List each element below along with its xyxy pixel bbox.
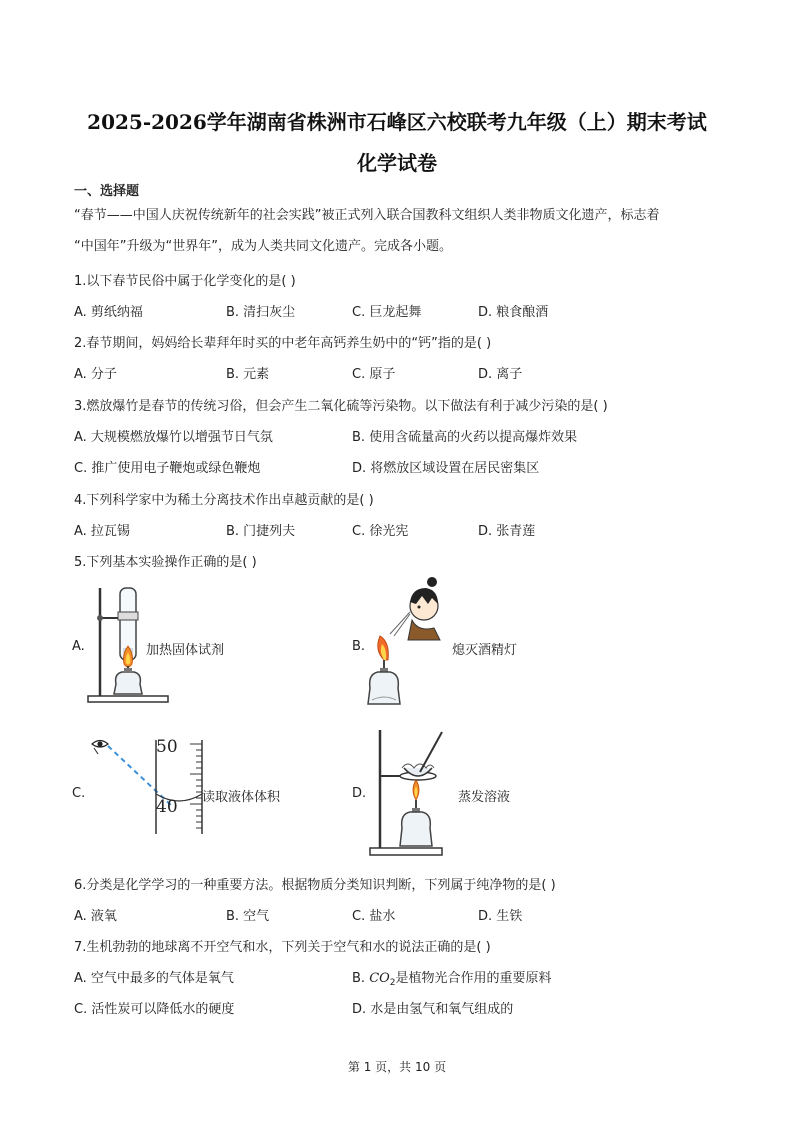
evaporate-solution-figure [366, 728, 448, 860]
co2-subscript: 2 [389, 978, 396, 988]
question-1-stem: 1.以下春节民俗中属于化学变化的是( ) [74, 274, 296, 289]
q5-caption-a: 加热固体试剂 [146, 643, 225, 658]
q7-option-b-text: 是植物光合作用的重要原料 [395, 971, 552, 986]
q7-option-b[interactable] [352, 967, 552, 988]
q1-option-d[interactable]: D. 粮食酿酒 [478, 305, 549, 320]
read-volume-figure [86, 734, 208, 834]
q7-option-c[interactable]: C. 活性炭可以降低水的硬度 [74, 1002, 235, 1017]
q5-option-a[interactable]: A. [72, 639, 85, 654]
section-heading: 一、选择题 [74, 184, 140, 199]
intro-line-2: “中国年”升级为“世界年”，成为人类共同文化遗产。完成各小题。 [74, 239, 452, 254]
cylinder-mark-50: 50 [156, 737, 178, 757]
q6-option-c[interactable]: C. 盐水 [352, 909, 396, 924]
exam-title-line1: 2025-2026学年湖南省株洲市石峰区六校联考九年级（上）期末考试 [87, 110, 707, 134]
q2-option-a[interactable]: A. 分子 [74, 367, 117, 382]
co2-formula: CO [369, 971, 390, 986]
question-3-stem: 3.燃放爆竹是春节的传统习俗，但会产生二氧化硫等污染物。以下做法有利于减少污染的是( ) [74, 399, 608, 414]
q4-option-c[interactable]: C. 徐光宪 [352, 524, 409, 539]
q5-option-c[interactable]: C. [72, 786, 86, 801]
q1-option-c[interactable]: C. 巨龙起舞 [352, 305, 422, 320]
question-7-stem: 7.生机勃勃的地球离不开空气和水，下列关于空气和水的说法正确的是( ) [74, 940, 491, 955]
q7-option-a[interactable]: A. 空气中最多的气体是氧气 [74, 971, 234, 986]
intro-line-1: “春节——中国人庆祝传统新年的社会实践”被正式列入联合国教科文组织人类非物质文化遗产，标志着 [74, 208, 660, 223]
q3-option-b[interactable]: B. 使用含硫量高的火药以提高爆炸效果 [352, 430, 578, 445]
q4-option-b[interactable]: B. 门捷列夫 [226, 524, 296, 539]
question-5-stem: 5.下列基本实验操作正确的是( ) [74, 555, 257, 570]
cylinder-mark-40: 40 [156, 797, 178, 817]
q1-option-a[interactable]: A. 剪纸纳福 [74, 305, 143, 320]
q5-caption-b: 熄灭酒精灯 [452, 643, 518, 658]
q6-option-a[interactable]: A. 液氧 [74, 909, 117, 924]
exam-title-line2: 化学试卷 [357, 151, 437, 175]
q4-option-a[interactable]: A. 拉瓦锡 [74, 524, 130, 539]
q7-option-b-prefix: B. [352, 971, 370, 986]
q5-caption-c: 读取液体体积 [202, 790, 281, 805]
page-footer: 第 1 页，共 10 页 [347, 1060, 447, 1074]
q5-option-d[interactable]: D. [352, 786, 367, 801]
q3-option-d[interactable]: D. 将燃放区域设置在居民密集区 [352, 461, 540, 476]
q3-option-c[interactable]: C. 推广使用电子鞭炮或绿色鞭炮 [74, 461, 261, 476]
q6-option-d[interactable]: D. 生铁 [478, 909, 523, 924]
q5-caption-d: 蒸发溶液 [458, 790, 511, 805]
question-6-stem: 6.分类是化学学习的一种重要方法。根据物质分类知识判断，下列属于纯净物的是( ) [74, 878, 556, 893]
q3-option-a[interactable]: A. 大规模燃放爆竹以增强节日气氛 [74, 430, 273, 445]
q2-option-b[interactable]: B. 元素 [226, 367, 270, 382]
q1-option-b[interactable]: B. 清扫灰尘 [226, 305, 296, 320]
q7-option-d[interactable]: D. 水是由氢气和氧气组成的 [352, 1002, 514, 1017]
q4-option-d[interactable]: D. 张青莲 [478, 524, 536, 539]
question-2-stem: 2.春节期间，妈妈给长辈拜年时买的中老年高钙养生奶中的“钙”指的是( ) [74, 336, 492, 351]
q6-option-b[interactable]: B. 空气 [226, 909, 270, 924]
extinguish-lamp-figure [362, 576, 446, 714]
question-4-stem: 4.下列科学家中为稀土分离技术作出卓越贡献的是( ) [74, 493, 374, 508]
q5-option-b[interactable]: B. [352, 639, 366, 654]
q2-option-d[interactable]: D. 离子 [478, 367, 523, 382]
q2-option-c[interactable]: C. 原子 [352, 367, 396, 382]
